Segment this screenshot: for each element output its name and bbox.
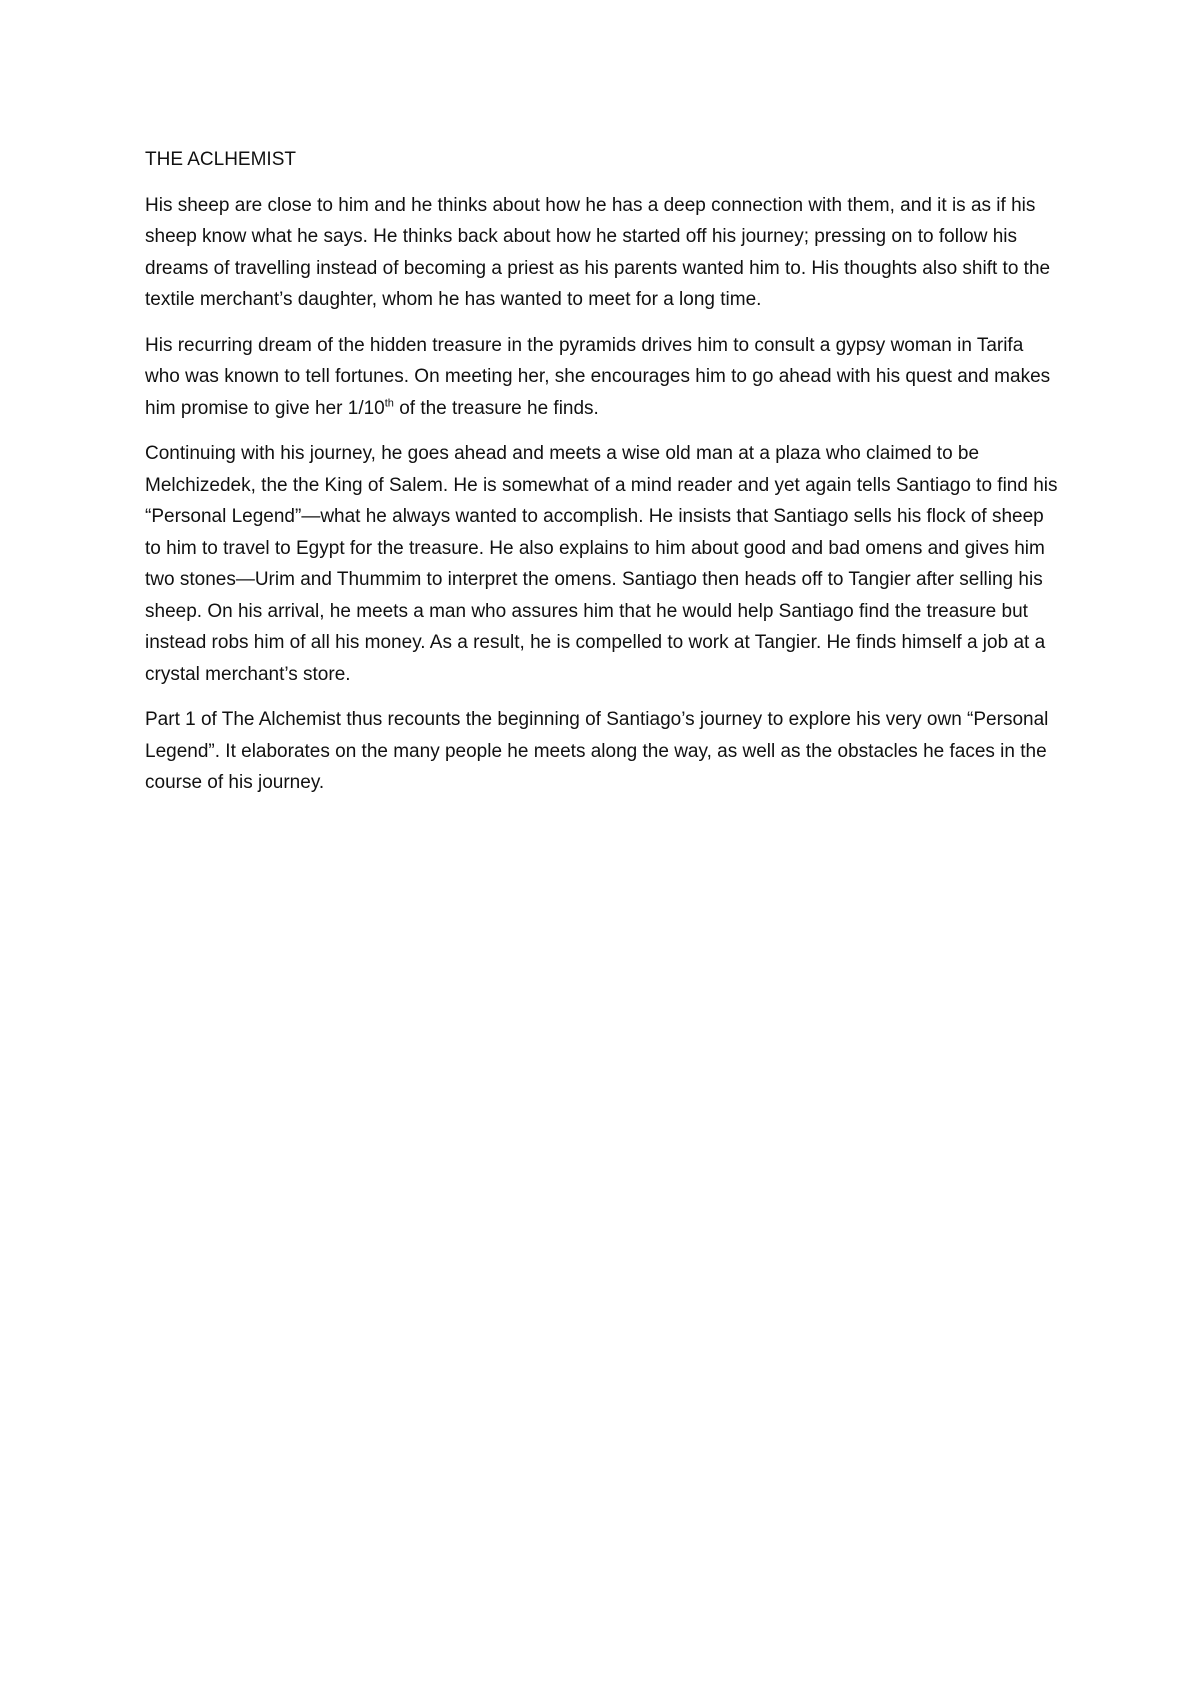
paragraph-2 — [145, 330, 1060, 425]
paragraph-4: Part 1 of The Alchemist thus recounts the beginning of Santiago’s journey to explore his very own “Personal Legend”. It elaborates on the many people he meets along the way, as well as the obstacles he faces in the course of his journey. — [145, 709, 1049, 793]
paragraph-2-text-after: of the treasure he finds. — [393, 397, 599, 419]
paragraph-3: Continuing with his journey, he goes ahead and meets a wise old man at a plaza who claimed to be Melchizedek, the the King of Salem. He is somewhat of a mind reader and yet again tells Santiago to find his “Personal Legend”—what he always wanted to accomplish. He insists that Santiago sells his flock of sheep to him to travel to Egypt for the treasure. He also explains to him about good and bad omens and gives him two stones—Urim and Thummim to interpret the omens. Santiago then heads off to Tangier after selling his sheep. On his arrival, he meets a man who assures him that he would help Santiago find the treasure but instead robs him of all his money. As a result, he is compelled to work at Tangier. He finds himself a job at a crystal merchant’s store. — [145, 443, 1058, 685]
document-title: THE ACLHEMIST — [145, 149, 296, 170]
paragraph-1: His sheep are close to him and he thinks about how he has a deep connection with them, and it is as if his sheep know what he says. He thinks back about how he started off his journey; pressing on to follow his dreams of travelling instead of becoming a priest as his parents wanted him to. His thoughts also shift to the textile merchant’s daughter, whom he has wanted to meet for a long time. — [145, 194, 1051, 310]
paragraph-2-text-before: His recurring dream of the hidden treasure in the pyramids drives him to consult a gypsy woman in Tarifa who was known to tell fortunes. On meeting her, she encourages him to go ahead with his quest and makes him promise to give her 1/10 — [145, 334, 1051, 419]
document-body — [145, 144, 1060, 813]
paragraph-2-superscript: th — [384, 397, 394, 410]
